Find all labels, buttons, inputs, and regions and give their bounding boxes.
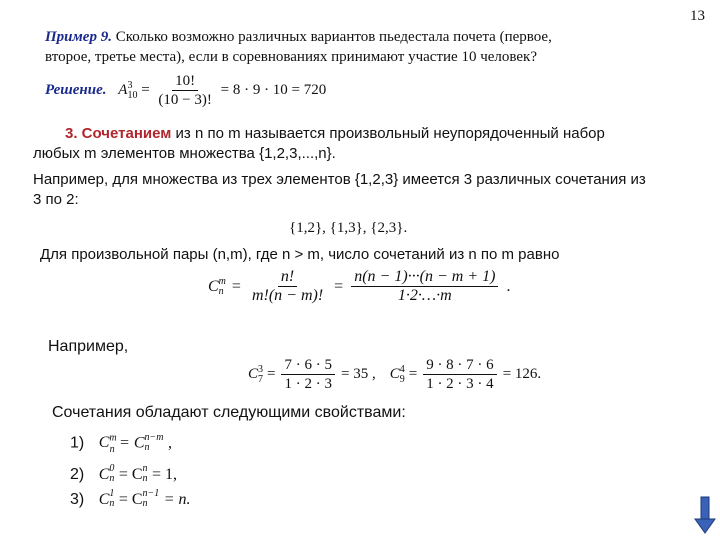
ex2-num: 9 · 8 · 7 · 6 (423, 356, 497, 375)
property-2-sup: 0 (109, 463, 115, 475)
formula-lhs-sub: 10 (127, 89, 138, 101)
property-1-rhs-sup: n−m (144, 432, 164, 444)
property-2-rhs-sup: n (142, 463, 148, 475)
general-frac1-num: n! (278, 268, 297, 287)
general-frac2-den: 1·2·…·m (397, 287, 452, 304)
general-trail: . (506, 277, 511, 295)
general-frac2-num: n(n − 1)···(n − m + 1) (351, 268, 498, 287)
property-1: 1) $C^m_n = C$ n−m n , (70, 432, 172, 455)
definition (33, 124, 693, 238)
definition-line-1: из n по m называется произвольный неупорядоченный набор (175, 125, 605, 142)
formula-den: (10 − 3)! (158, 92, 212, 108)
property-3: 3) C 1 n = C n−1 n = n. (70, 488, 191, 510)
property-2-label: 2) (70, 465, 85, 483)
general-frac1-den: m!(n − m)! (251, 287, 324, 304)
ex2-den: 1 · 2 · 3 · 4 (426, 376, 494, 392)
ex2-result: = 126. (502, 366, 542, 382)
general-intro: Для произвольной пары (n,m), где n > m, число сочетаний из n по m равно (40, 246, 560, 263)
example-question (45, 27, 685, 67)
ex1-result: = 35 , (340, 366, 376, 382)
general-formula: C m n = $\frac{n!}{m!(n - m)!}$ = $\frac{n(n - 1)\cdot\cdot\cdot(n - m + 1)}{1\cdot 2\cdot\dots\cdot m}$ . (208, 268, 511, 304)
ex2-sup: 4 (399, 363, 405, 375)
ex1-num: 7 · 6 · 5 (281, 356, 335, 375)
definition-line-4: 3 по 2: (33, 191, 79, 208)
property-3-sup: 1 (109, 488, 115, 500)
definition-sets: {1,2}, {1,3}, {2,3}. (289, 220, 408, 236)
general-lhs-sub: n (218, 285, 224, 297)
general-fraction-1 (249, 268, 326, 305)
examples-label: Например, (48, 338, 129, 355)
general-lhs: C (208, 277, 219, 295)
ex1-fraction (281, 356, 335, 393)
formula-result: = 8 · 9 · 10 = 720 (220, 81, 327, 98)
ex2-fraction (423, 356, 497, 393)
property-2: 2) C 0 n = C n n = 1, (70, 463, 177, 485)
property-3-rhs-sup: n−1 (142, 488, 160, 500)
property-1-formula: = C (119, 434, 145, 452)
general-lhs-sup: m (218, 275, 226, 287)
property-1-label: 1) (70, 434, 85, 452)
property-2-tail: = 1, (151, 465, 177, 483)
down-arrow-icon[interactable] (694, 495, 716, 535)
definition-title: 3. Сочетанием (65, 125, 172, 142)
example-label: Пример 9. (45, 29, 112, 45)
ex2-sub: 9 (399, 373, 405, 385)
formula-fraction (155, 72, 214, 109)
formula-lhs-sup: 3 (127, 79, 133, 91)
ex1-den: 1 · 2 · 3 (284, 376, 332, 392)
property-1-tail: , (167, 434, 172, 452)
ex1-sup: 3 (258, 363, 264, 375)
solution: Решение. A 3 10 = $\frac{10!}{(10 - 3)!}$ = 8 · 9 · 10 = 720 (45, 73, 327, 108)
properties-list (70, 426, 191, 512)
formula-lhs: A (118, 81, 128, 98)
ex1-sub: 7 (258, 373, 264, 385)
property-3-label: 3) (70, 490, 85, 508)
question-line-1: Сколько возможно различных вариантов пьедестала почета (первое, (115, 29, 552, 45)
page-number: 13 (690, 8, 705, 24)
general-fraction-2 (351, 268, 498, 305)
examples-formulas: C 3 7 = $\frac{7 \cdot 6 \cdot 5}{1 \cdot 2 \cdot 3}$ = 35 , C 4 9 = $\frac{9 \cdot 8 \cdot 7 \cdot 6}{1 \cdot 2 \cdot 3 \cdot 4}$ = 126. (248, 357, 542, 392)
definition-line-3: Например, для множества из трех элементов {1,2,3} имеется 3 различных сочетания из (33, 171, 646, 188)
property-3-tail: = n. (163, 490, 191, 508)
definition-line-2: любых m элементов множества {1,2,3,...,n}. (33, 145, 336, 162)
properties-title: Сочетания обладают следующими свойствами: (52, 404, 406, 421)
solution-label: Решение. (45, 81, 107, 98)
question-line-2: второе, третье места), если в соревнованиях принимают участие 10 человек? (45, 49, 537, 65)
formula-num: 10! (172, 72, 198, 91)
